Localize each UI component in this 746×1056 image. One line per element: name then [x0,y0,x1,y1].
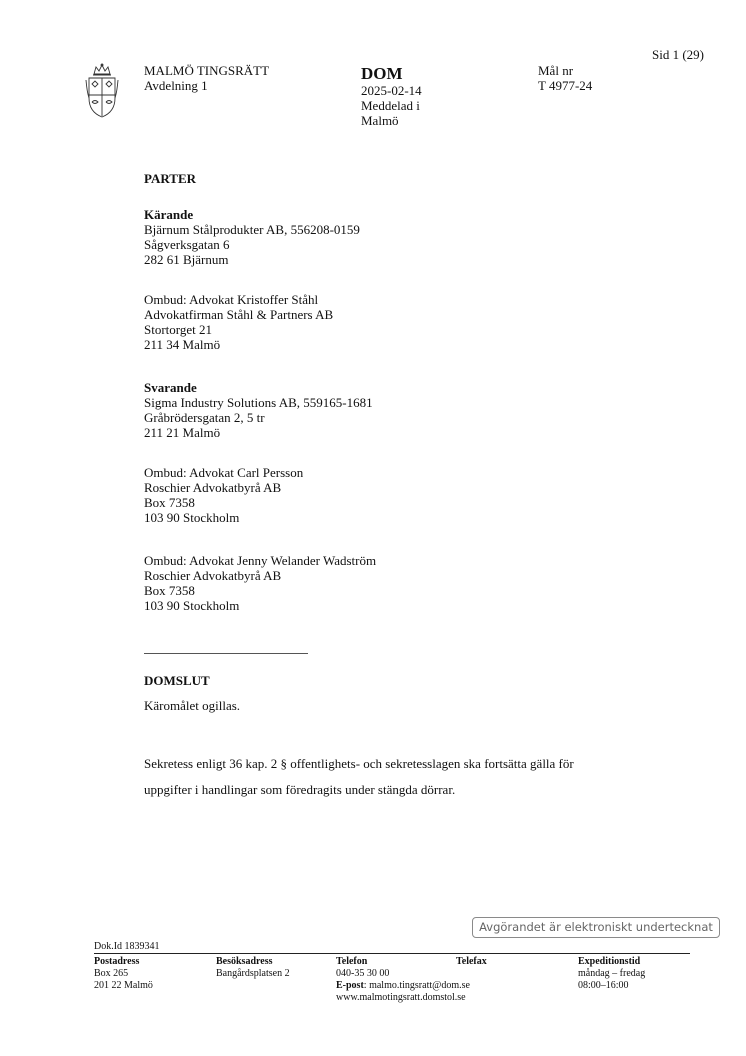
judgment-date: 2025-02-14 [361,83,422,98]
court-department: Avdelning 1 [144,78,208,93]
hours-label: Expeditionstid [578,956,641,967]
phone-label: Telefon [336,956,368,967]
secrecy-line: Sekretess enligt 36 kap. 2 § offentlighets- och sekretesslagen ska fortsätta gälla för [144,756,574,771]
plaintiff-line: Bjärnum Stålprodukter AB, 556208-0159 [144,222,360,237]
counsel-line: Roschier Advokatbyrå AB [144,480,282,495]
counsel-line: Box 7358 [144,495,195,510]
counsel-line: Ombud: Advokat Carl Persson [144,465,304,480]
judgment-heading: DOMSLUT [144,673,210,688]
footer-hours [578,956,645,992]
document-id: Dok.Id 1839341 [94,941,160,952]
delivered-in-label: Meddelad i [361,98,420,113]
section-divider [144,653,308,654]
case-number-label: Mål nr [538,63,574,78]
defendant-line: Sigma Industry Solutions AB, 559165-1681 [144,395,373,410]
counsel-line: Ombud: Advokat Kristoffer Ståhl [144,292,319,307]
plaintiff-block [144,207,360,267]
visiting-line: Bangårdsplatsen 2 [216,968,290,979]
fax-label: Telefax [456,956,487,967]
counsel-line: 211 34 Malmö [144,337,221,352]
counsel-line: Roschier Advokatbyrå AB [144,568,282,583]
defendant-role: Svarande [144,380,197,395]
email-address[interactable]: : malmo.tingsratt@dom.se [363,980,470,991]
postal-line: Box 265 [94,968,129,979]
plaintiff-role: Kärande [144,207,194,222]
footer-rule [94,953,690,954]
counsel-line: Advokatfirman Ståhl & Partners AB [144,307,334,322]
defendant-line: Gråbrödersgatan 2, 5 tr [144,410,265,425]
delivered-in-city: Malmö [361,113,399,128]
plaintiff-line: 282 61 Bjärnum [144,252,229,267]
plaintiff-counsel-block [144,292,333,352]
case-number: T 4977-24 [538,78,593,93]
website-link[interactable]: www.malmotingsratt.domstol.se [336,992,466,1003]
footer-contact [336,956,470,1004]
plaintiff-line: Sågverksgatan 6 [144,237,230,252]
defendant-counsel-block-1 [144,465,303,525]
email-label: E-post [336,980,364,991]
counsel-line: Box 7358 [144,583,195,598]
counsel-line: Ombud: Advokat Jenny Welander Wadström [144,553,377,568]
secrecy-paragraph [144,751,574,803]
counsel-line: Stortorget 21 [144,322,213,337]
visiting-label: Besöksadress [216,956,273,967]
defendant-block [144,380,373,440]
defendant-line: 211 21 Malmö [144,425,221,440]
hours-days: måndag – fredag [578,968,646,979]
footer-postal [94,956,153,992]
document-type: DOM [361,64,403,83]
secrecy-line: uppgifter i handlingar som föredragits under stängda dörrar. [144,782,456,797]
coat-of-arms-emblem [85,62,119,125]
electronic-signature-badge: Avgörandet är elektroniskt undertecknat [472,917,720,938]
postal-label: Postadress [94,956,140,967]
counsel-line: 103 90 Stockholm [144,510,240,525]
phone-number: 040-35 30 00 [336,968,390,979]
court-name: MALMÖ TINGSRÄTT [144,63,270,78]
postal-line: 201 22 Malmö [94,980,153,991]
ruling-text: Käromålet ogillas. [144,698,241,713]
hours-time: 08:00–16:00 [578,980,629,991]
page-number: Sid 1 (29) [652,47,704,62]
counsel-line: 103 90 Stockholm [144,598,240,613]
defendant-counsel-block-2 [144,553,376,613]
parties-heading: PARTER [144,171,197,186]
footer-visiting [216,956,290,980]
